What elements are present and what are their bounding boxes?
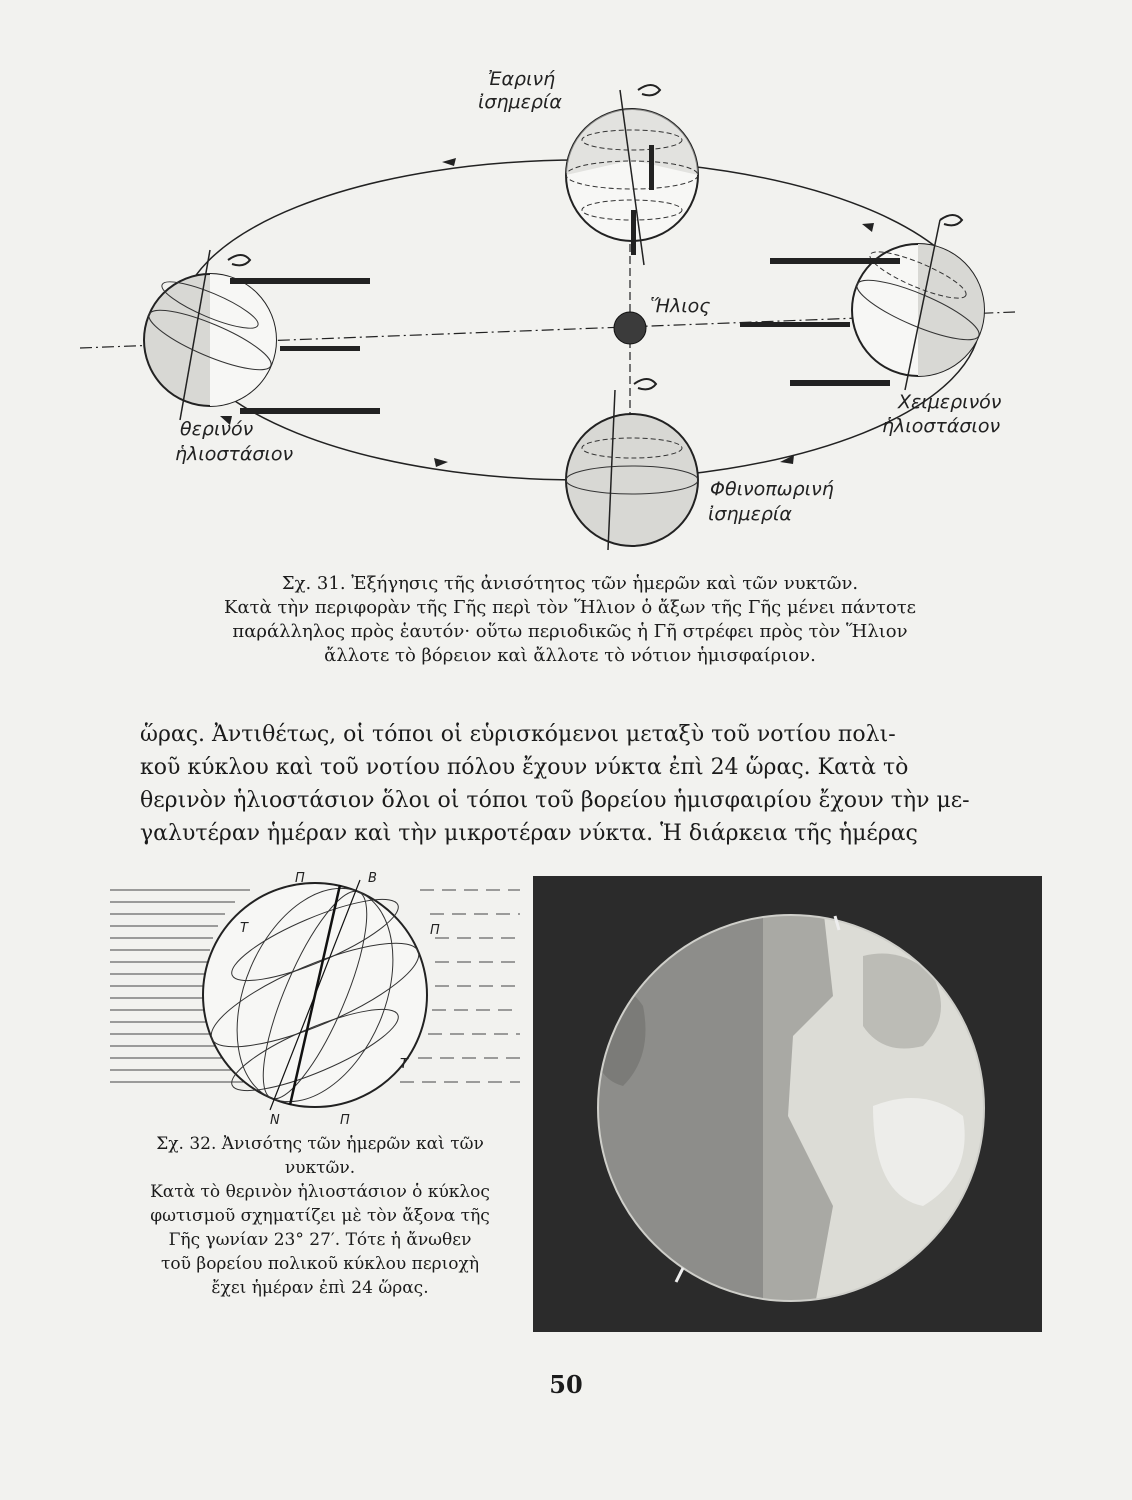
figure32-caption-line: νυκτῶν. bbox=[284, 1158, 356, 1178]
figure32-caption-line: τοῦ βορείου πολικοῦ κύκλου περιοχὴ bbox=[160, 1254, 480, 1274]
figure31-caption-line: Κατὰ τὴν περιφορὰν τῆς Γῆς περὶ τὸν Ἥλιον ὁ ἄξων τῆς Γῆς μένει πάντοτε bbox=[224, 597, 916, 618]
sun bbox=[614, 312, 646, 344]
body-line: κοῦ κύκλου καὶ τοῦ νοτίου πόλου ἔχουν νύκτα ἐπὶ 24 ὥρας. Κατὰ τὸ bbox=[140, 755, 909, 780]
label-autumn-equinox-2: ἰσημερία bbox=[708, 503, 792, 525]
label-summer-solstice-2: ἡλιοστάσιον bbox=[175, 443, 294, 465]
body-line: θερινὸν ἡλιοστάσιον ὅλοι οἱ τόποι τοῦ βορείου ἡμισφαιρίου ἔχουν τὴν με- bbox=[140, 788, 970, 813]
label-spring-equinox-2: ἰσημερία bbox=[478, 91, 562, 113]
label-summer-solstice-1: θερινόν bbox=[180, 418, 254, 440]
label-t-right: T bbox=[400, 1057, 408, 1072]
label-t-left: T bbox=[240, 921, 248, 936]
figure32-caption-line: ἔχει ἡμέραν ἐπὶ 24 ὥρας. bbox=[211, 1278, 429, 1298]
illumination-diagram bbox=[100, 870, 530, 1130]
body-paragraph bbox=[140, 718, 1000, 850]
page-number: 50 bbox=[549, 1370, 583, 1399]
label-p-top: Π bbox=[295, 871, 305, 886]
label-winter-solstice-1: Χειμερινόν bbox=[898, 391, 1002, 413]
globe-autumn-equinox bbox=[566, 379, 698, 550]
label-north-pole: B bbox=[368, 871, 377, 886]
figure32-caption-line: φωτισμοῦ σχηματίζει μὲ τὸν ἄξονα τῆς bbox=[150, 1206, 490, 1226]
figure32-caption bbox=[100, 1132, 540, 1300]
label-autumn-equinox-1: Φθινοπωρινή bbox=[710, 478, 834, 500]
orbit-arrow-icon bbox=[862, 223, 874, 232]
figure32-caption-title: Σχ. 32. Ἀνισότης τῶν ἡμερῶν καὶ τῶν bbox=[156, 1134, 484, 1154]
label-south-pole: N bbox=[270, 1113, 280, 1128]
figure32-caption-line: Γῆς γωνίαν 23° 27′. Τότε ἡ ἄνωθεν bbox=[168, 1230, 472, 1250]
figure32-caption-line: Κατὰ τὸ θερινὸν ἡλιοστάσιον ὁ κύκλος bbox=[150, 1182, 490, 1202]
label-winter-solstice-2: ἡλιοστάσιον bbox=[882, 415, 1001, 437]
label-p-bottom: Π bbox=[340, 1113, 350, 1128]
label-sun: Ἥλιος bbox=[650, 295, 711, 317]
globe-summer-solstice bbox=[143, 250, 277, 420]
label-spring-equinox-1: Ἐαρινή bbox=[488, 68, 556, 90]
orbit-diagram bbox=[60, 50, 1020, 550]
orbit-arrow-icon bbox=[442, 158, 456, 166]
orbit-arrow-icon bbox=[434, 458, 448, 467]
body-line: ὥρας. Ἀντιθέτως, οἱ τόποι οἱ εὑρισκόμενοι μεταξὺ τοῦ νοτίου πολι- bbox=[140, 722, 896, 747]
globe-spring-equinox bbox=[566, 85, 698, 265]
figure31-caption-line: παράλληλος πρὸς ἑαυτόν· οὕτω περιοδικῶς ἡ Γῆ στρέφει πρὸς τὸν Ἥλιον bbox=[232, 621, 908, 642]
figure31-caption-title: Σχ. 31. Ἐξήγησις τῆς ἀνισότητος τῶν ἡμερῶν καὶ τῶν νυκτῶν. bbox=[281, 573, 859, 594]
body-line: γαλυτέραν ἡμέραν καὶ τὴν μικροτέραν νύκτα. Ἡ διάρκεια τῆς ἡμέρας bbox=[140, 821, 918, 846]
label-p-right: Π bbox=[430, 923, 440, 938]
figure31-caption bbox=[80, 572, 1060, 668]
earth-photograph bbox=[533, 876, 1042, 1332]
figure31-caption-line: ἄλλοτε τὸ βόρειον καὶ ἄλλοτε τὸ νότιον ἡμισφαίριον. bbox=[324, 645, 816, 666]
